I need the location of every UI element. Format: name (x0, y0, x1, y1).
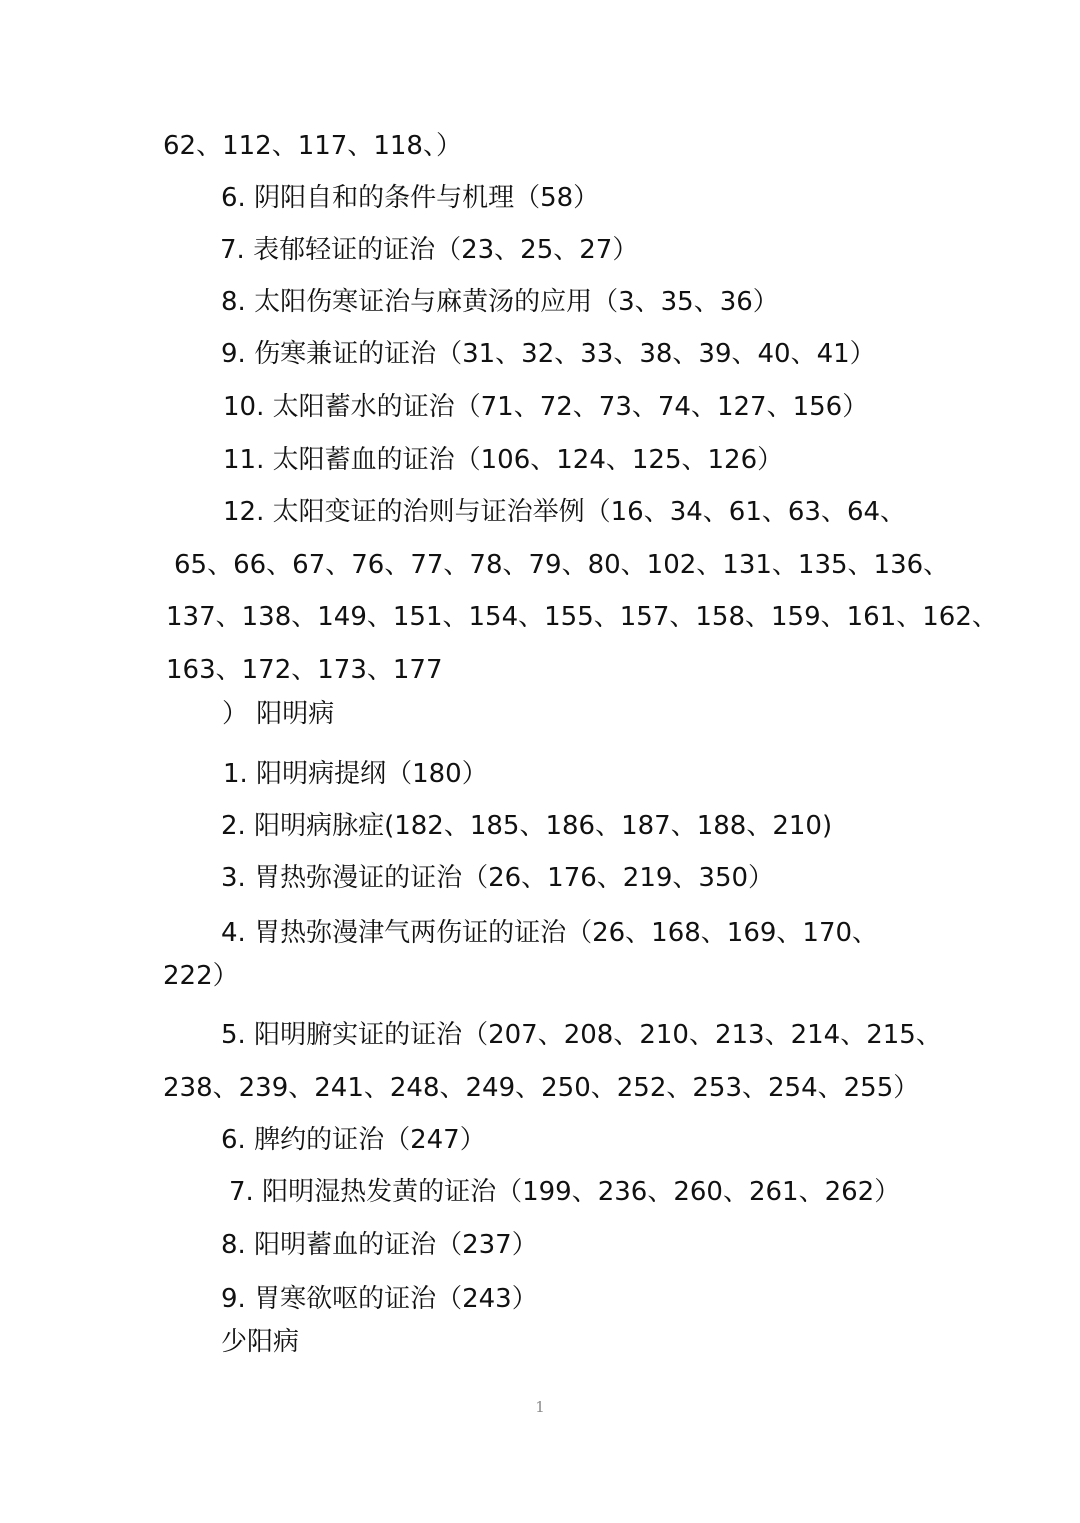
taiyang-item-12-line-1: 12. 太阳变证的治则与证治举例（16、34、61、63、64、 (223, 497, 907, 527)
yangming-item-4-line-1: 4. 胃热弥漫津气两伤证的证治（26、168、169、170、 (221, 918, 879, 948)
yangming-heading: ） 阳明病 (222, 699, 335, 729)
yangming-item-5-line-1: 5. 阳明腑实证的证治（207、208、210、213、214、215、 (221, 1020, 942, 1050)
continuation-line: 62、112、117、118、） (163, 131, 462, 161)
taiyang-item-8: 8. 太阳伤寒证治与麻黄汤的应用（3、35、36） (221, 287, 779, 317)
page-number: 1 (535, 1398, 545, 1416)
taiyang-item-6: 6. 阴阳自和的条件与机理（58） (221, 183, 600, 213)
yangming-item-2: 2. 阳明病脉症(182、185、186、187、188、210) (221, 811, 833, 841)
yangming-item-7: 7. 阳明湿热发黄的证治（199、236、260、261、262） (229, 1177, 901, 1207)
taiyang-item-11: 11. 太阳蓄血的证治（106、124、125、126） (223, 445, 784, 475)
shaoyang-heading: 少阳病 (221, 1327, 300, 1357)
yangming-item-1: 1. 阳明病提纲（180） (223, 759, 488, 789)
taiyang-item-12-line-3: 137、138、149、151、154、155、157、158、159、161、162、 (166, 602, 998, 632)
taiyang-item-10: 10. 太阳蓄水的证治（71、72、73、74、127、156） (223, 392, 869, 422)
taiyang-item-9: 9. 伤寒兼证的证治（31、32、33、38、39、40、41） (221, 339, 876, 369)
yangming-item-6: 6. 脾约的证治（247） (221, 1125, 486, 1155)
yangming-item-3: 3. 胃热弥漫证的证治（26、176、219、350） (221, 863, 775, 893)
yangming-item-4-line-2: 222） (163, 961, 239, 991)
yangming-item-8: 8. 阳明蓄血的证治（237） (221, 1230, 538, 1260)
taiyang-item-7: 7. 表郁轻证的证治（23、25、27） (220, 235, 639, 265)
taiyang-item-12-line-2: 65、66、67、76、77、78、79、80、102、131、135、136、 (174, 550, 950, 580)
yangming-item-9: 9. 胃寒欲呕的证治（243） (221, 1284, 538, 1314)
yangming-item-5-line-2: 238、239、241、248、249、250、252、253、254、255） (163, 1073, 920, 1103)
taiyang-item-12-line-4: 163、172、173、177 (166, 655, 443, 685)
